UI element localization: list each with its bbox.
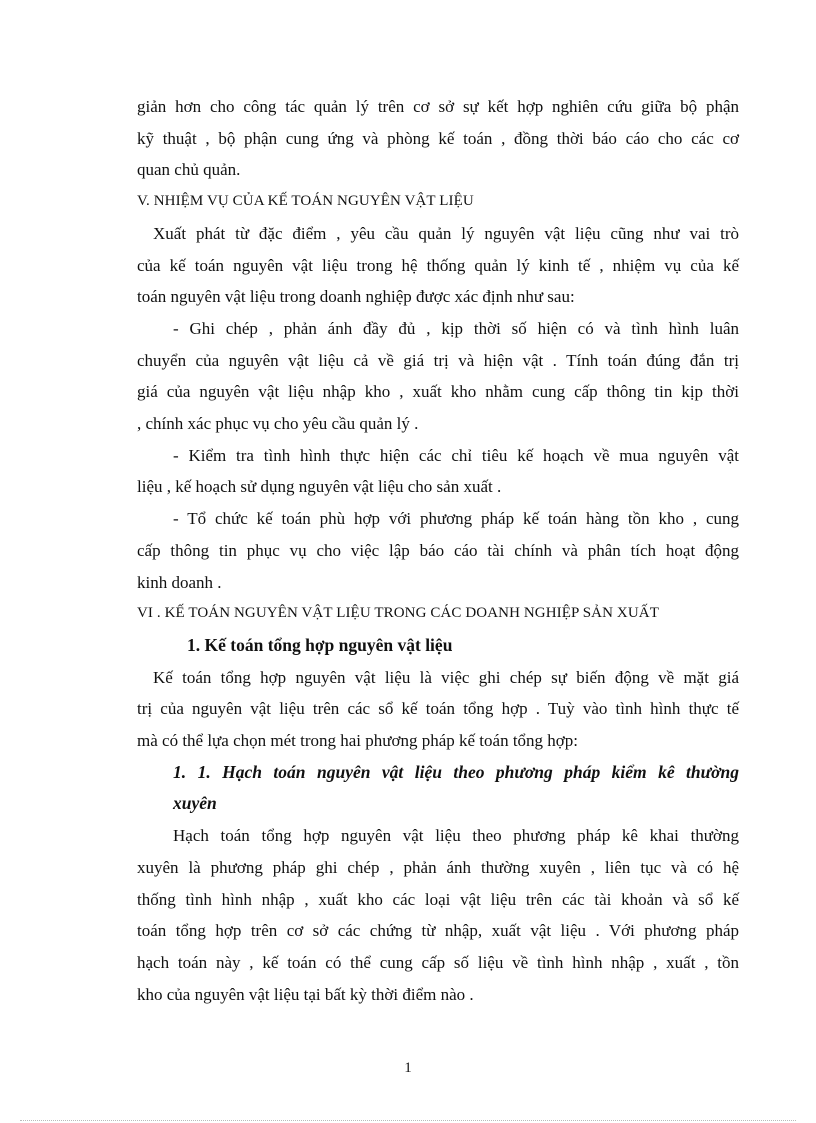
text-line: liệu , kế hoạch sử dụng nguyên vật liệu cho sản xuất . xyxy=(137,477,502,497)
text-line: chuyển của nguyên vật liệu cả về giá trị và hiện vật . Tính toán đúng đắn trị xyxy=(137,350,739,370)
text-line: trị của nguyên vật liệu trên các sổ kế toán tổng hợp . Tuỳ vào tình hình thực tế xyxy=(137,699,739,719)
paragraph-duties-intro xyxy=(137,218,739,313)
text-line: Xuất phát từ đặc điểm , yêu cầu quản lý nguyên vật liệu cũng như vai trò xyxy=(153,223,739,243)
bullet-item-2 xyxy=(137,440,739,503)
paragraph-general-accounting xyxy=(137,662,739,757)
bullet-item-1 xyxy=(137,313,739,440)
text-line: xuyên xyxy=(173,793,217,814)
text-line: - Tổ chức kế toán phù hợp với phương pháp kế toán hàng tồn kho , cung xyxy=(173,509,739,529)
paragraph-intro xyxy=(137,91,739,186)
text-line: giá của nguyên vật liệu nhập kho , xuất kho nhằm cung cấp thông tin kịp thời xyxy=(137,382,739,402)
text-line: xuyên là phương pháp ghi chép , phản ánh thường xuyên , liên tục và có hệ xyxy=(137,857,739,877)
text-line: quan chủ quản. xyxy=(137,160,241,180)
bullet-item-3 xyxy=(137,503,739,598)
paragraph-perpetual-method xyxy=(137,820,739,1010)
text-line: của kế toán nguyên vật liệu trong hệ thống quản lý kinh tế , nhiệm vụ của kế xyxy=(137,255,739,275)
text-line: kinh doanh . xyxy=(137,572,222,592)
text-line: toán nguyên vật liệu trong doanh nghiệp được xác định như sau: xyxy=(137,287,575,307)
text-line: mà có thể lựa chọn mét trong hai phương pháp kế toán tổng hợp: xyxy=(137,731,579,751)
text-line: 1. 1. Hạch toán nguyên vật liệu theo phương pháp kiểm kê thường xyxy=(173,761,739,782)
text-line: - Ghi chép , phản ánh đầy đủ , kịp thời số hiện có và tình hình luân xyxy=(173,318,739,338)
subheading-1-1 xyxy=(137,757,739,820)
text-line: kỹ thuật , bộ phận cung ứng và phòng kế toán , đồng thời báo cáo cho các cơ xyxy=(137,128,739,148)
text-line: thống tình hình nhập , xuất kho các loại vật liệu trên các tài khoản và sổ kế xyxy=(137,889,739,909)
page-body xyxy=(137,91,739,1010)
text-line: Kế toán tổng hợp nguyên vật liệu là việc ghi chép sự biến động về mặt giá xyxy=(153,667,739,687)
page-number: 1 xyxy=(404,1060,412,1076)
subheading-1: 1. Kế toán tổng hợp nguyên vật liệu xyxy=(187,634,453,655)
text-line: giản hơn cho công tác quản lý trên cơ sở sự kết hợp nghiên cứu giữa bộ phận xyxy=(137,97,739,116)
page-bottom-divider xyxy=(20,1120,796,1121)
text-line: kho của nguyên vật liệu tại bất kỳ thời điểm nào . xyxy=(137,984,474,1004)
text-line: cấp thông tin phục vụ cho việc lập báo cáo tài chính và phân tích hoạt động xyxy=(137,540,739,560)
section-heading-vi: VI . KẾ TOÁN NGUYÊN VẬT LIỆU TRONG CÁC DOANH NGHIỆP SẢN XUẤT xyxy=(137,605,659,622)
text-line: hạch toán này , kế toán có thể cung cấp số liệu về tình hình nhập , xuất , tồn xyxy=(137,952,739,972)
text-line: , chính xác phục vụ cho yêu cầu quản lý . xyxy=(137,414,419,434)
text-line: Hạch toán tổng hợp nguyên vật liệu theo phương pháp kê khai thường xyxy=(173,826,739,846)
text-line: - Kiểm tra tình hình thực hiện các chỉ tiêu kế hoạch về mua nguyên vật xyxy=(173,445,739,465)
section-heading-v: V. NHIỆM VỤ CỦA KẾ TOÁN NGUYÊN VẬT LIỆU xyxy=(137,193,474,210)
text-line: toán tổng hợp trên cơ sở các chứng từ nhập, xuất vật liệu . Với phương pháp xyxy=(137,921,739,941)
